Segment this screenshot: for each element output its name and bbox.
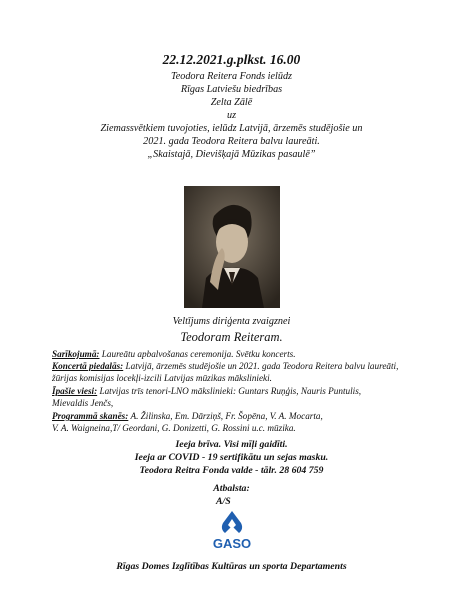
concert-title: „Skaistajā, Dievišķajā Mūzikas pasaulē” (147, 149, 316, 160)
entry-free: Ieeja brīva. Visi mīļi gaidīti. (175, 439, 288, 450)
guests-row-2: Mievaldis Jenčs, (52, 398, 114, 408)
invite-line: Ziemassvētkiem tuvojoties, ielūdz Latvijā, ārzemēs studējošie un (100, 123, 363, 134)
performers-label: Koncertā piedalās: (52, 361, 124, 371)
performers-text: Latvijā, ārzemēs studējošie un 2021. gada Teodora Reitera balvu laureāti, (123, 361, 399, 371)
gaso-logo (209, 509, 255, 551)
performers-row (52, 360, 398, 372)
hall-line: Zelta Zālē (210, 97, 253, 108)
pieces-row-2: V. A. Waigneina,T/ Geordani, G. Donizetti, G. Rossini u.c. mūzika. (52, 423, 296, 433)
gaso-flame-icon (209, 509, 255, 551)
conductor-portrait (184, 186, 280, 308)
gaso-wordmark: GASO (212, 536, 252, 551)
guests-row (52, 385, 361, 397)
entry-covid: Ieeja ar COVID - 19 sertifikātu un sejas masku. (134, 452, 329, 463)
performers-row-2: žūrijas komisijas locekļi-izcili Latvijas mūzikas mākslinieki. (52, 373, 272, 383)
pieces-row (52, 410, 323, 422)
venue-line: Rīgas Latviešu biedrības (180, 84, 283, 95)
contact-phone: Teodora Reitra Fonda valde - tālr. 28 604 759 (139, 465, 324, 476)
dedication-line2: Teodoram Reiteram. (180, 330, 283, 344)
to-line: uz (226, 110, 237, 121)
pieces-text: A. Žilinska, Em. Dārziņš, Fr. Šopēna, V. A. Mocarta, (128, 411, 323, 421)
pieces-label: Programmā skanēs: (52, 411, 129, 421)
support-label: Atbalsta: (213, 483, 250, 494)
program-label: Sarīkojumā: (52, 349, 100, 359)
company-prefix: A/S (216, 496, 231, 507)
program-text: Laureātu apbalvošanas ceremonija. Svētku koncerts. (99, 349, 296, 359)
dedication-line1: Veltījums diriģenta zvaigznei (172, 316, 291, 327)
sponsor-line: Rīgas Domes Izglītības Kultūras un sporta Departaments (116, 561, 347, 572)
guests-label: Īpašie viesi: (52, 386, 98, 396)
guests-text: Latvijas trīs tenori-LNO mākslinieki: Guntars Ruņģis, Nauris Puntulis, (97, 386, 362, 396)
event-date-time: 22.12.2021.g.plkst. 16.00 (162, 52, 301, 67)
laureates-line: 2021. gada Teodora Reitera balvu laureāti. (143, 136, 320, 147)
program-row (52, 348, 296, 360)
organizer-line: Teodora Reitera Fonds ielūdz (170, 71, 293, 82)
